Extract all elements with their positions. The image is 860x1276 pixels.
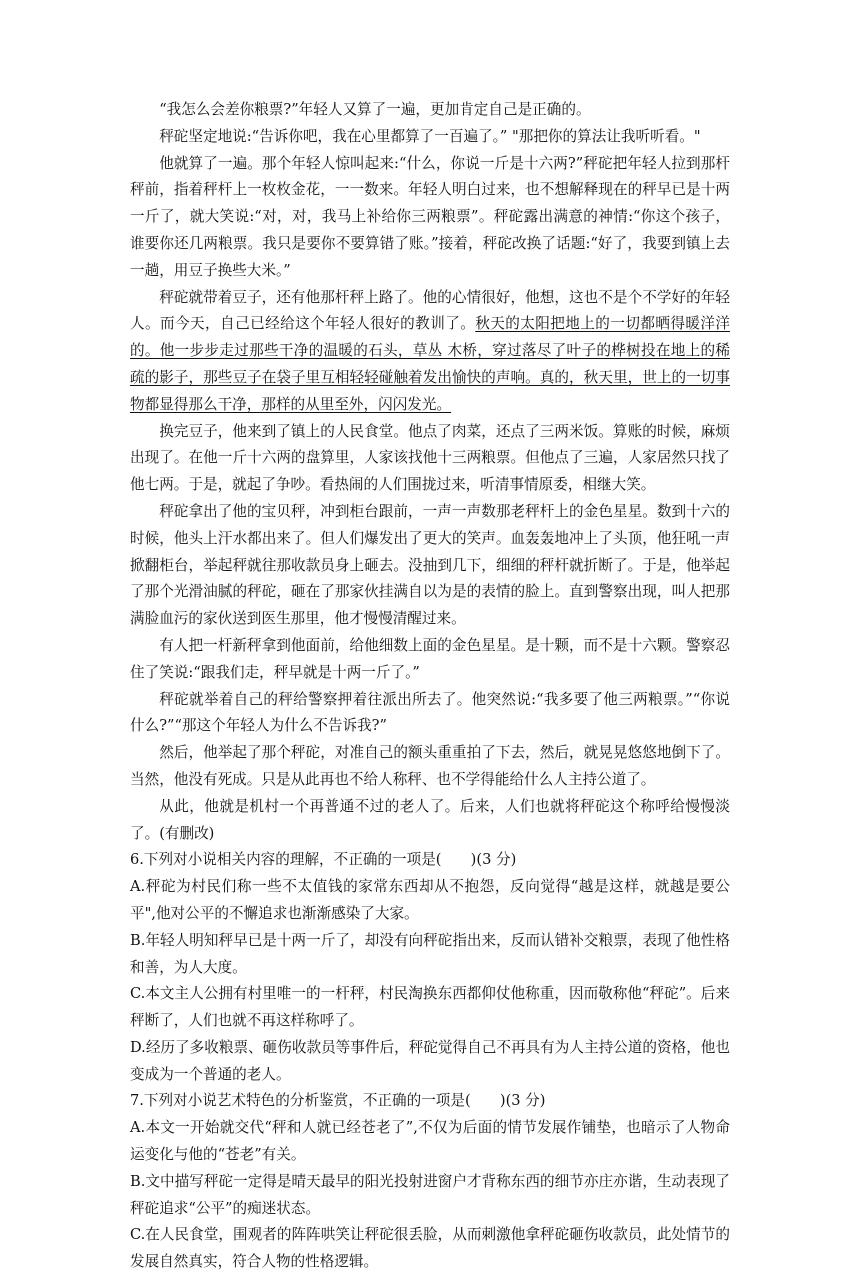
question-7-stem: 7.下列对小说艺术特色的分析鉴赏，不正确的一项是( )(3 分) [130, 1092, 546, 1110]
story-paragraph-8: 秤砣就举着自己的秤给警察押着往派出所去了。他突然说:“我多要了他三两粮票。”“你说什么?”“那这个年轻人为什么不告诉我?” [130, 690, 730, 735]
story-paragraph-1: “我怎么会差你粮票?”年轻人又算了一遍，更加肯定自己是正确的。 [159, 101, 591, 118]
question-7-option-a: A.本文一开始就交代“秤和人就已经苍老了”,不仅为后面的情节发展作铺垫，也暗示了人物命运变化与他的“苍老”有关。 [130, 1119, 730, 1164]
question-7-option-c: C.在人民食堂，围观者的阵阵哄笑让秤砣很丢脸，从而刺激他拿秤砣砸伤收款员，此处情节的发展自然真实，符合人物的性格逻辑。 [130, 1226, 730, 1271]
story-paragraph-10: 从此，他就是机村一个再普通不过的老人了。后来，人们也就将秤砣这个称呼给慢慢淡了。(有删改) [130, 797, 730, 842]
question-6-option-b: B.年轻人明知秤早已是十两一斤了，却没有向秤砣指出来，反而认错补交粮票，表现了他性格和善，为人大度。 [130, 931, 730, 976]
question-6-stem: 6.下列对小说相关内容的理解，不正确的一项是( )(3 分) [130, 851, 517, 869]
story-paragraph-4 [130, 285, 730, 419]
question-6-option-c: C.本文主人公拥有村里唯一的一杆秤，村民淘换东西都仰仗他称重，因而敬称他“秤砣”。后来秤断了，人们也就不再这样称呼了。 [130, 985, 730, 1030]
story-paragraph-5: 换完豆子，他来到了镇上的人民食堂。他点了肉菜，还点了三两米饭。算账的时候，麻烦出现了。在他一斤十六两的盘算里，人家该找他十三两粮票。但他点了三遍，人家居然只找了他七两。于是，就起了争吵。看热闹的人们围拢过来，听清事情原委，相继大笑。 [130, 422, 730, 494]
story-paragraph-6: 秤砣拿出了他的宝贝秤，冲到柜台跟前，一声一声数那老秤杆上的金色星星。数到十六的时候，他头上汗水都出来了。但人们爆发出了更大的笑声。血轰轰地冲上了头顶，他狂吼一声掀翻柜台，举起秤就往那收款员身上砸去。没抽到几下，细细的秤杆就折断了。于是，他举起了那个光滑油腻的秤砣，砸在了那家伙挂满自以为是的表情的脸上。直到警察出现，叫人把那满脸血污的家伙送到医生那里，他才慢慢清醒过来。 [130, 502, 730, 628]
underlined-passage: 秋天的太阳把地上的一切都晒得暖洋洋的。他一步步走过那些干净的温暖的石头，草丛 木桥，穿过落尽了叶子的桦树投在地上的稀疏的影子，那些豆子在袋子里互相轻轻碰触着发出愉快的声响。真的，秋天里，世上的一切事物都显得那么干净，那样的从里至外，闪闪发光。 [130, 315, 730, 413]
story-paragraph-2: 秤砣坚定地说:“告诉你吧，我在心里都算了一百遍了。” "那把你的算法让我听听看。" [159, 127, 701, 145]
story-paragraph-3: 他就算了一遍。那个年轻人惊叫起来:“什么，你说一斤是十六两?”秤砣把年轻人拉到那杆秤前，指着秤杆上一枚枚金花，一一数来。年轻人明白过来，也不想解释现在的秤早已是十两一斤了，就大笑说:“对，对，我马上补给你三两粮票”。秤砣露出满意的神情:“你这个孩子，谁要你还几两粮票。我只是要你不要算错了账。”接着，秤砣改换了话题:“好了，我要到镇上去一趟，用豆子换些大米。” [130, 154, 730, 279]
question-6-option-d: D.经历了多收粮票、砸伤收款员等事件后，秤砣觉得自己不再具有为人主持公道的资格，他也变成为一个普通的老人。 [130, 1038, 730, 1083]
story-paragraph-9: 然后，他举起了那个秤砣，对准自己的额头重重拍了下去，然后，就晃晃悠悠地倒下了。当然，他没有死成。只是从此再也不给人称秤、也不学得能给什么人主持公道了。 [130, 744, 730, 788]
story-paragraph-7: 有人把一杆新秤拿到他面前，给他细数上面的金色星星。是十颗，而不是十六颗。警察忍住了笑说:“跟我们走，秤早就是十两一斤了。” [130, 636, 730, 681]
document-page [130, 97, 730, 1276]
story-paragraph-4-text: 秤砣就带着豆子，还有他那杆秤上路了。他的心情很好，他想，这也不是个不学好的年轻人。而今天，自己已经给这个年轻人很好的教训了。 [130, 288, 730, 333]
question-6-option-a: A.秤砣为村民们称一些不太值钱的家常东西却从不抱怨，反向觉得“越是这样，就越是要公平",他对公平的不懈追求也渐渐感染了大家。 [130, 878, 730, 922]
question-7-option-b: B.文中描写秤砣一定得是晴天最早的阳光投射进窗户才背称东西的细节亦庄亦谐，生动表现了秤砣追求“公平”的痴迷状态。 [130, 1172, 730, 1217]
